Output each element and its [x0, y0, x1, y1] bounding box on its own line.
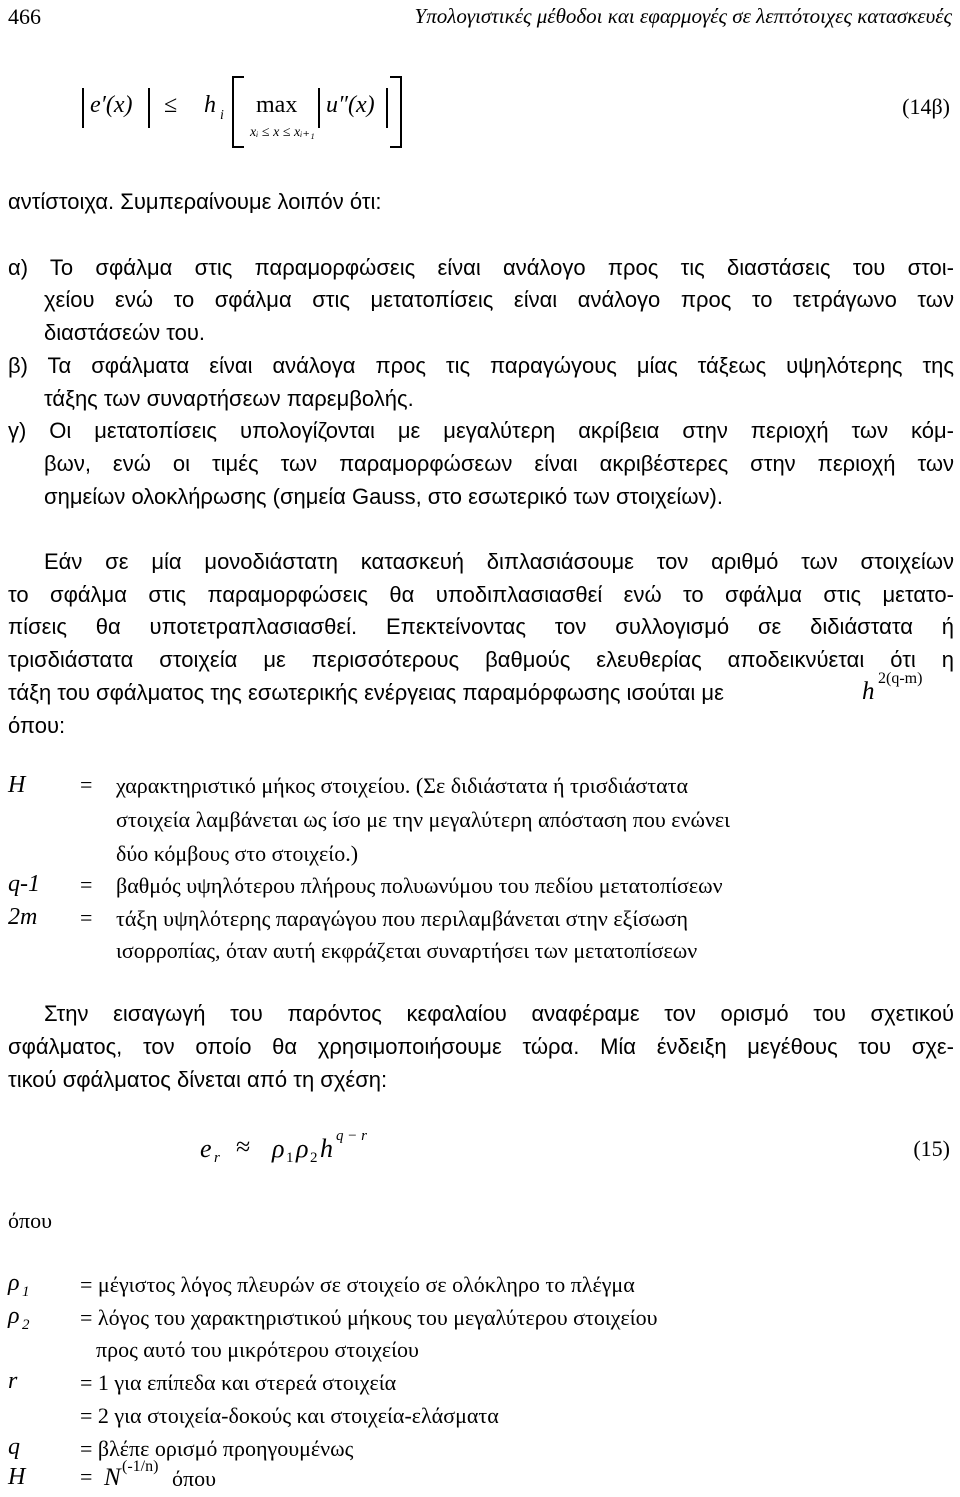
para3-line2: σφάλματος, τον οποίο θα χρησιμοποιήσουμε τώρα. Μία ένδειξη μεγέθους του σχε- [8, 1034, 954, 1059]
def-text: = λόγος του χαρακτηριστικού μήκους του μεγαλύτερου στοιχείου [80, 1305, 658, 1330]
abs-bar [148, 88, 150, 128]
eq14b-h: h [204, 92, 216, 118]
item-gamma-line3: σημείων ολοκλήρωσης (σημεία Gauss, στο εσωτερικό των στοιχείων). [44, 484, 723, 509]
right-bracket [390, 76, 402, 148]
intro-line: αντίστοιχα. Συμπεραίνουμε λοιπόν ότι: [8, 189, 382, 214]
where-label: όπου [8, 1208, 52, 1233]
eq15-rho1: ρ [272, 1134, 285, 1163]
def-text: όπου [172, 1466, 216, 1491]
para2-line4: τρισδιάστατα στοιχεία με περισσότερους βαθμούς ελευθερίας αποδεικνύεται ότι η [8, 647, 954, 672]
def-symbol-q-1: q-1 [8, 871, 40, 897]
abs-bar [82, 88, 84, 128]
item-alpha-line3: διαστάσεών του. [44, 320, 205, 345]
def-symbol-H2: H [8, 1464, 26, 1490]
def-N-exp: (-1/n) [122, 1458, 159, 1475]
para2-line5 [8, 670, 954, 712]
item-alpha-line1: α) Το σφάλμα στις παραμορφώσεις είναι ανάλογο προς τις διαστάσεις του στοι- [8, 255, 954, 280]
def-equals: = [80, 872, 93, 897]
eq15-approx: ≈ [236, 1132, 251, 1161]
eq15-rho2: ρ [296, 1134, 309, 1163]
def-equals: = [80, 1464, 93, 1489]
def-symbol-rho2-sub: 2 [22, 1317, 30, 1333]
def-text: = 1 για επίπεδα και στερεά στοιχεία [80, 1370, 397, 1395]
para2-line1: Εάν σε μία μονοδιάστατη κατασκευή διπλασιάσουμε τον αριθμό των στοιχείων [44, 549, 954, 574]
def-text: χαρακτηριστικό μήκος στοιχείου. (Σε διδιάστατα ή τρισδιάστατα [116, 773, 688, 798]
eq15-e-sub: r [214, 1150, 220, 1166]
def-symbol-r: r [8, 1368, 18, 1394]
para3-line1: Στην εισαγωγή του παρόντος κεφαλαίου αναφέραμε τον ορισμό του σχετικού [44, 1001, 954, 1026]
def-symbol-rho1-sub: 1 [22, 1284, 30, 1300]
item-beta-line2: τάξης των συναρτήσεων παρεμβολής. [44, 386, 414, 411]
left-bracket [232, 76, 244, 148]
eq14b-max: max [256, 92, 298, 118]
def-symbol-rho1: ρ [8, 1270, 20, 1296]
def-N: N [104, 1464, 121, 1491]
def-symbol-2m: 2m [8, 904, 38, 930]
eq15-e: e [200, 1134, 212, 1163]
eq14b-lhs: e′(x) [90, 92, 133, 118]
def-equals: = [80, 772, 93, 797]
def-text: τάξη υψηλότερης παραγώγου που περιλαμβάνεται στην εξίσωση [116, 906, 688, 931]
def-text: δύο κόμβους στο στοιχείο.) [116, 841, 359, 866]
abs-bar [318, 88, 320, 128]
eq14b-h-sub: i [220, 108, 224, 123]
def-text: βαθμός υψηλότερου πλήρους πολυωνύμου του πεδίου μετατοπίσεων [116, 873, 723, 898]
para2-line5-text: τάξη του σφάλματος της εσωτερικής ενέργειας παραμόρφωσης ισούται με [8, 680, 724, 705]
para2-line3: πίσεις θα υποτετραπλασιασθεί. Επεκτείνοντας τον συλλογισμό σε διδιάστατα ή [8, 614, 954, 639]
running-title: Υπολογιστικές μέθοδοι και εφαρμογές σε λεπτότοιχες κατασκευές [414, 4, 952, 28]
para2-line6: όπου: [8, 713, 66, 738]
def-text: = 2 για στοιχεία-δοκούς και στοιχεία-ελάσματα [80, 1403, 499, 1428]
item-alpha-line2: χείου ενώ το σφάλμα στις μετατοπίσεις είναι ανάλογο προς το τετράγωνο των [44, 287, 954, 312]
abs-bar [386, 88, 388, 128]
eq15-h: h [320, 1134, 333, 1163]
eq15-label: (15) [913, 1136, 950, 1161]
eq14b-label: (14β) [902, 94, 950, 119]
item-gamma-line1: γ) Οι μετατοπίσεις υπολογίζονται με μεγαλύτερη ακρίβεια στην περιοχή των κόμ- [8, 418, 954, 443]
def-text: = μέγιστος λόγος πλευρών σε στοιχείο σε ολόκληρο το πλέγμα [80, 1272, 635, 1297]
item-gamma-line2: βων, ενώ οι τιμές των παραμορφώσεων είναι ακριβέστερες στην περιοχή των [44, 451, 954, 476]
eq14b-range: xᵢ ≤ x ≤ xᵢ₊₁ [250, 125, 315, 140]
def-symbol-rho2: ρ [8, 1303, 20, 1329]
eq15-sub2: 2 [310, 1150, 318, 1166]
def-text: = βλέπε ορισμό προηγουμένως [80, 1436, 354, 1461]
page-number: 466 [8, 4, 41, 29]
def-text: ισορροπίας, όταν αυτή εκφράζεται συναρτήσει των μετατοπίσεων [116, 938, 698, 963]
h-exponent: 2(q-m) [878, 670, 923, 687]
eq15-exp: q − r [336, 1128, 367, 1144]
para3-line3: τικού σφάλματος δίνεται από τη σχέση: [8, 1067, 388, 1092]
eq14b-u: u″(x) [326, 92, 375, 118]
def-text: προς αυτό του μικρότερου στοιχείου [96, 1337, 419, 1362]
def-equals: = [80, 905, 93, 930]
para2-line2: το σφάλμα στις παραμορφώσεις θα υποδιπλασιασθεί ενώ το σφάλμα στις μετατο- [8, 582, 954, 607]
eq14b-le: ≤ [164, 92, 178, 118]
h-symbol: h [862, 678, 875, 705]
def-text: στοιχεία λαμβάνεται ως ίσο με την μεγαλύτερη απόσταση που ενώνει [116, 807, 731, 832]
def-symbol-H: H [8, 772, 26, 798]
item-beta-line1: β) Τα σφάλματα είναι ανάλογα προς τις παραγώγους μίας τάξεως υψηλότερης της [8, 353, 954, 378]
def-symbol-q: q [8, 1434, 20, 1460]
eq15-sub1: 1 [286, 1150, 294, 1166]
